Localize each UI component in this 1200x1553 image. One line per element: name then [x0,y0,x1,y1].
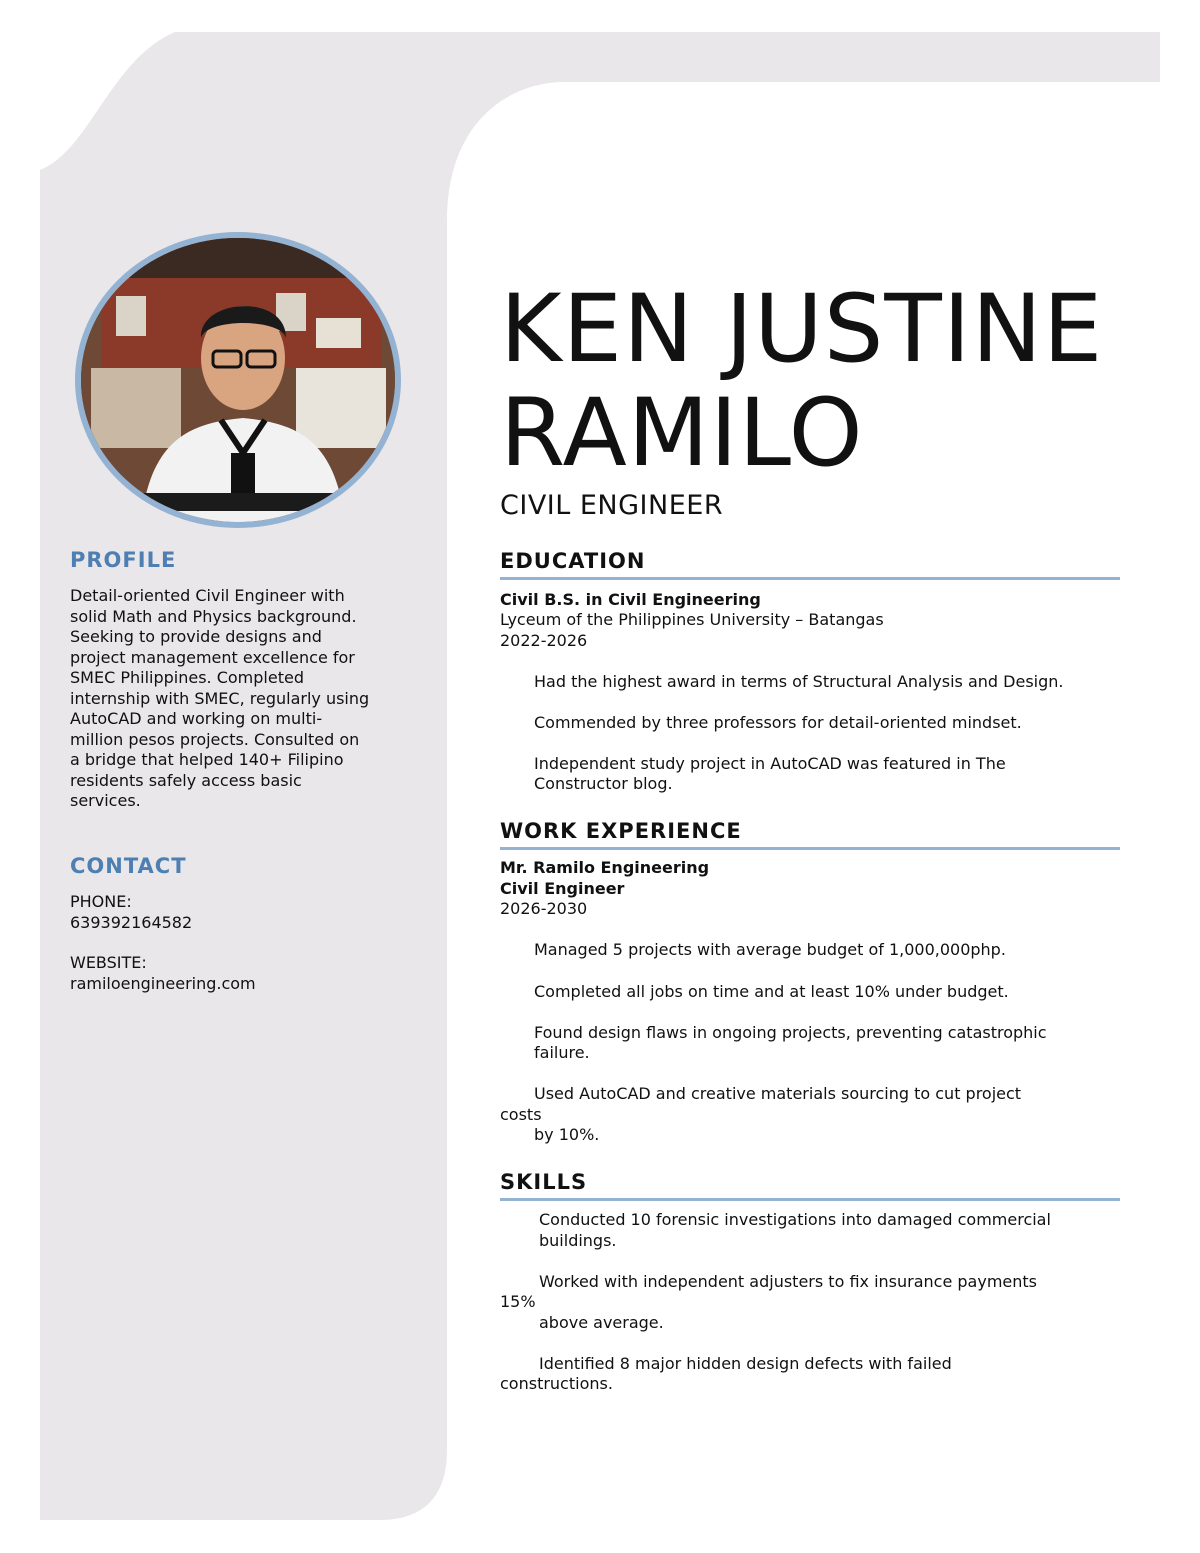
skill-item: Identified 8 major hidden design defects with failed [539,1354,952,1373]
profile-line: residents safely access basic [70,770,302,790]
school: Lyceum of the Philippines University – Batangas [500,610,884,629]
skill-item: buildings. [539,1231,617,1250]
company: Mr. Ramilo Engineering [500,858,710,877]
profile-line: internship with SMEC, regularly using [70,688,370,708]
name-line-1: KEN JUSTINE [500,275,1104,384]
contact-heading: CONTACT [70,854,187,878]
website-label: WEBSITE: [70,953,147,972]
profile-line: project management excellence for [70,647,355,667]
profile-line: million pesos projects. Consulted on [70,729,360,749]
job-title: CIVIL ENGINEER [500,490,724,521]
profile-line: services. [70,791,141,810]
work-item: failure. [534,1043,590,1062]
portrait-image [81,238,395,522]
skill-item: above average. [539,1313,664,1332]
profile-line: solid Math and Physics background. [70,606,357,626]
skills-heading: SKILLS [500,1170,1120,1201]
work-item: by 10%. [534,1125,600,1144]
education-item: Independent study project in AutoCAD was featured in The [534,754,1006,773]
education-heading: EDUCATION [500,549,1120,580]
profile-line: SMEC Philippines. Completed [70,668,304,687]
degree: Civil B.S. in Civil Engineering [500,590,761,609]
skill-item: 15% [500,1292,536,1311]
skill-item: Conducted 10 forensic investigations into damaged commercial [539,1210,1051,1229]
name-line-2: RAMILO [500,379,864,488]
education-item: Constructor blog. [534,774,673,793]
profile-line: Seeking to provide designs and [70,627,322,646]
skill-item: constructions. [500,1374,613,1393]
work-title: Civil Engineer [500,879,625,898]
work-item: Managed 5 projects with average budget of 1,000,000php. [534,940,1006,959]
work-item: Completed all jobs on time and at least 10% under budget. [534,982,1009,1001]
profile-line: Detail-oriented Civil Engineer with [70,586,345,605]
phone-value: 639392164582 [70,912,193,932]
education-item: Commended by three professors for detail-oriented mindset. [534,713,1022,732]
work-item: Used AutoCAD and creative materials sourcing to cut project [534,1084,1022,1103]
education-item: Had the highest award in terms of Structural Analysis and Design. [534,672,1064,691]
contact-info [70,892,410,994]
phone-label: PHONE: [70,892,132,911]
skill-item: Worked with independent adjusters to fix insurance payments [539,1272,1037,1291]
profile-line: AutoCAD and working on multi- [70,709,323,728]
profile-line: a bridge that helped 140+ Filipino [70,750,344,769]
profile-text [70,586,410,812]
website-link[interactable]: ramiloengineering.com [70,973,256,993]
work-item: Found design flaws in ongoing projects, preventing catastrophic [534,1023,1047,1042]
work-item: costs [500,1105,542,1124]
profile-heading: PROFILE [70,548,177,572]
work-heading: WORK EXPERIENCE [500,819,1120,850]
full-name [500,275,1104,488]
profile-photo [75,232,401,528]
work-years: 2026-2030 [500,899,588,918]
education-years: 2022-2026 [500,631,588,650]
